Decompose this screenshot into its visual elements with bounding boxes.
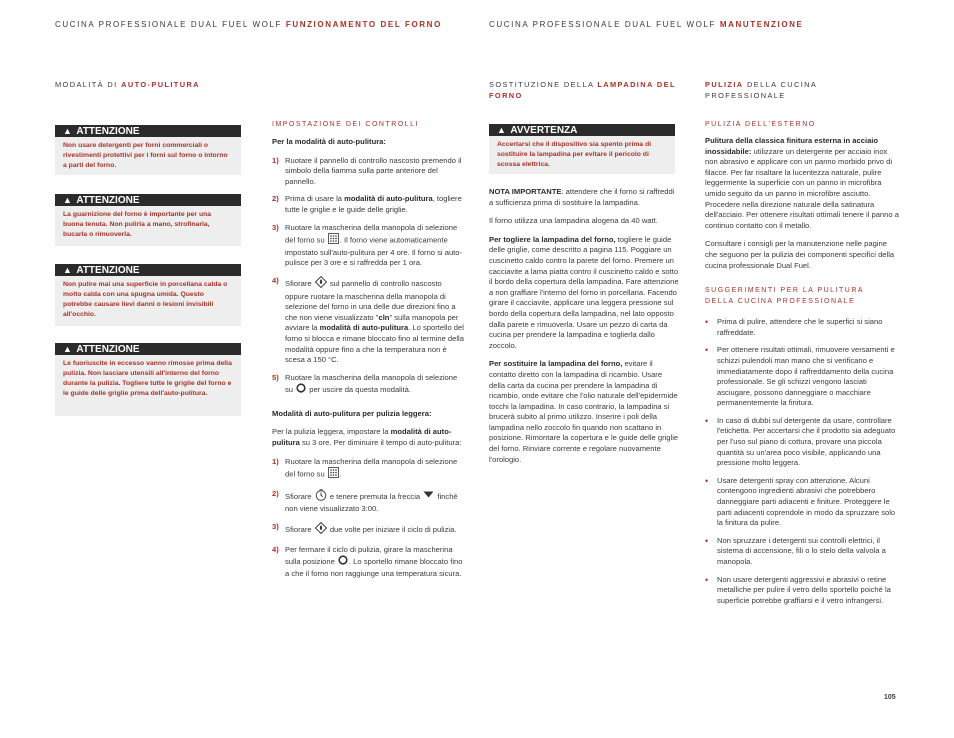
bulb-heading: SOSTITUZIONE DELLA LAMPADINA DEL FORNO bbox=[489, 80, 676, 100]
down-arrow-icon bbox=[423, 491, 434, 502]
controls-subheading: IMPOSTAZIONE DEI CONTROLLI bbox=[272, 121, 419, 128]
off-circle-icon bbox=[296, 383, 306, 397]
light-step-1: 1) Ruotare la mascherina della manopola di selezione del forno su . bbox=[272, 457, 464, 482]
header-left: CUCINA PROFESSIONALE DUAL FUEL WOLF FUNZIONAMENTO DEL FORNO bbox=[55, 20, 442, 29]
warning-box-4: ▲ ATTENZIONE Le fuoriuscite in eccesso vanno rimosse prima della pulizia. Non lasciare utensili all'interno del forno durante la pulizia. Togliere tutte le griglie del forno e le guide delle griglie prima dell'auto-pulitura. bbox=[55, 343, 241, 416]
timer-icon bbox=[315, 489, 327, 505]
step-5: 5) Ruotare la mascherina della manopola di selezione su per uscire da questa modalità. bbox=[272, 373, 464, 397]
warning-triangle-icon: ▲ bbox=[63, 344, 72, 354]
off-circle-icon bbox=[338, 555, 348, 569]
list-item: • Per ottenere risultati ottimali, rimuovere versamenti e schizzi pulendoli man mano che si verificano e immediatamente dopo il raffreddamento della cucina professionale. Se gli schizzi vengono lasciati asciugare, possono danneggiare o macchiare permanentemente la finitura. bbox=[705, 345, 895, 408]
page-number: 105 bbox=[884, 694, 896, 701]
warning-box-2: ▲ ATTENZIONE La guarnizione del forno è importante per una buona tenuta. Non pulirla a mano, strofinarla, bucarla o rimuoverla. bbox=[55, 194, 241, 246]
warning-triangle-icon: ▲ bbox=[63, 265, 72, 275]
light-step-2: 2) Sfiorare e tenere premuta la freccia finché non viene visualizzato 3:00. bbox=[272, 488, 458, 514]
list-item: • Non usare detergenti aggressivi e abrasivi o retine metalliche per pulire il vetro dello sportello poiché la superficie potrebbe graffiarsi e il vetro infrangersi. bbox=[705, 574, 891, 605]
list-item: • Prima di pulire, attendere che le superfici si siano raffreddate. bbox=[705, 317, 883, 337]
step-4: 4) Sfiorare sul pannello di controllo nascosto oppure ruotare la mascherina della manopola di selezione del forno in una delle due direzioni fino a che non viene visualizzato "cln" sulla manopola per avviare la modalità di auto-pulitura. Lo sportello del forno si blocca e rimane bloccato fino al termine della modalità oppure fino a che la temperatura non è scesa a 150 °C. bbox=[272, 275, 464, 365]
self-clean-heading: MODALITÀ DI AUTO-PULITURA bbox=[55, 80, 200, 89]
step-3: 3) Ruotare la mascherina della manopola di selezione del forno su . Il forno viene automaticamente impostato sull'auto-pulitura per 4 ore. Il forno si auto-pulisce per 3 ore e si raffredda per 1 ora. bbox=[272, 222, 463, 268]
step-2: 2) Prima di usare la modalità di auto-pulitura, togliere tutte le griglie e le guide delle griglie. bbox=[272, 194, 462, 214]
list-item: • In caso di dubbi sul detergente da usare, controllare l'etichetta. Per accertarsi che il prodotto sia adeguato per l'uso sul piano di cottura, provare una piccola quantità su un'area poco visibile, applicando una pressione molto leggera. bbox=[705, 415, 896, 468]
cleaning-column: Pulitura della classica finitura esterna in acciaio inossidabile: utilizzare un detergente per acciaio inox non abrasivo e applicare con un panno morbido privo di filacce. Per far risaltare la lucentezza naturale, pulire leggermente la superficie con un panno in microfibra umido seguito da un panno in microfibre asciutto. Procedere nella direzione naturale della satinatura dell'acciaio. Per ottenere risultati ottimali tenere il panno a continuo contatto con il metallo. Consultare i consigli per la manutenzione nelle pagine che seguono per la pulizia dei componenti specifici della cucina professionale Dual Fuel. SUGGERIMENTI PER LA PULITURA DELLA CUCINA PROFESSIONALE • Prima di pulire, attendere che le superfici si siano raffreddate. • Per ottenere risultati ottimali, rimuovere versamenti e schizzi pulendoli man mano che si verificano e immediatamente dopo il raffreddamento della cucina professionale. Se gli schizzi vengono lasciati asciugare, possono danneggiare o macchiare permanentemente la finitura. • In caso di dubbi sul detergente da usare, controllare l'etichetta. Per accertarsi che il prodotto sia adeguato per l'uso sul piano di cottura, provare una piccola quantità su un'area poco visibile, applicando una pressione molto leggera. • Usare detergenti spray con attenzione. Alcuni contengono ingredienti abrasivi che potrebbero danneggiare parti adiacenti e finiture. Proteggere le parti adiacenti coprendole in modo da spruzzare solo la finitura da pulire. • Non spruzzare i detergenti sui controlli elettrici, il sistema di accensione, fili o lo stelo della valvola a manopola. • Non usare detergenti aggressivi e abrasivi o retine metalliche per pulire il vetro dello sportello poiché la superficie potrebbe graffiarsi e il vetro infrangersi. bbox=[705, 136, 901, 613]
warning-box-3: ▲ ATTENZIONE Non pulire mai una superficie in porcellana calda o molto calda con una spugna umida. Questo potrebbe causare lievi danni o lesioni invisibili all'occhio. bbox=[55, 264, 241, 326]
controls-column: Per la modalità di auto-pulitura: 1) Ruotare il pannello di controllo nascosto premendo il simbolo della fiamma sulla parte anteriore del pannello. 2) Prima di usare la modalità di auto-pulitura, togliere tutte le griglie e le guide delle griglie. 3) Ruotare la mascherina della manopola di selezione del forno su . Il forno viene automaticamente impostato sull'auto-pulitura per 4 ore. Il forno si auto-pulisce per 3 ore e si raffredda per 1 ora. 4) Sfiorare sul pannello di controllo nascosto oppure ruotare la mascherina della manopola di selezione del forno in una delle due direzioni fino a che non viene visualizzato "cln" sulla manopola per avviare la modalità di auto-pulitura. Lo sportello del forno si blocca e rimane bloccato fino al termine della modalità oppure fino a che la temperatura non è scesa a 150 °C. 5) Ruotare la mascherina della manopola di selezione su per uscire da questa modalità. Modalità di auto-pulitura per pulizia leggera: Per la pulizia leggera, impostare la modalità di auto-pulitura su 3 ore. Per diminuire il tempo di auto-pulitura: 1) Ruotare la mascherina della manopola di selezione del forno su . 2) Sfiorare e tenere premuta la freccia finché non viene visualizzato 3:00. 3) Sfiorare due volte per iniziare il ciclo di pulizia. 4) Per fermare il ciclo di pulizia, girare la mascherina sulla posizione . Lo sportello rimane bloccato fino a che il forno non raggiunge una temperatura sicura. bbox=[272, 137, 464, 578]
self-clean-grid-icon bbox=[328, 467, 339, 482]
tips-subheading: SUGGERIMENTI PER LA PULITURA DELLA CUCINA PROFESSIONALE bbox=[705, 287, 865, 306]
light-step-4: 4) Per fermare il ciclo di pulizia, girare la mascherina sulla posizione . Lo sportello rimane bloccato fino a che il forno non raggiunge una temperatura sicura. bbox=[272, 544, 463, 578]
warning-triangle-icon: ▲ bbox=[63, 195, 72, 205]
header-right: CUCINA PROFESSIONALE DUAL FUEL WOLF MANUTENZIONE bbox=[489, 20, 804, 29]
warning-box-bulb: ▲ AVVERTENZA Accertarsi che il dispositivo sia spento prima di sostituire la lampadina per evitare il pericolo di scossa elettrica. bbox=[489, 124, 675, 174]
flame-diamond-icon bbox=[315, 276, 327, 292]
step-1: 1) Ruotare il pannello di controllo nascosto premendo il simbolo della fiamma sulla parte anteriore del pannello. bbox=[272, 155, 462, 186]
list-item: • Usare detergenti spray con attenzione. Alcuni contengono ingredienti abrasivi che potrebbero danneggiare parti adiacenti e finiture. Proteggere le parti adiacenti coprendole in modo da spruzzare solo la finitura da pulire. bbox=[705, 475, 896, 528]
flame-diamond-icon bbox=[315, 522, 327, 538]
cleaning-heading: PULIZIA DELLA CUCINA PROFESSIONALE bbox=[705, 80, 817, 100]
self-clean-grid-icon bbox=[328, 233, 339, 248]
warning-triangle-icon: ▲ bbox=[497, 125, 506, 135]
list-item: • Non spruzzare i detergenti sui controlli elettrici, il sistema di accensione, fili o lo stelo della valvola a manopola. bbox=[705, 535, 886, 566]
warning-triangle-icon: ▲ bbox=[63, 126, 72, 136]
warning-box-1: ▲ ATTENZIONE Non usare detergenti per forni commerciali o rivestimenti protettivi per i forni sul forno o intorno a parti del forno. bbox=[55, 125, 241, 175]
light-step-3: 3) Sfiorare due volte per iniziare il ciclo di pulizia. bbox=[272, 522, 464, 538]
exterior-subheading: PULIZIA DELL'ESTERNO bbox=[705, 121, 816, 128]
bulb-column: NOTA IMPORTANTE: attendere che il forno si raffreddi a sufficienza prima di sostituire la lampadina. Il forno utilizza una lampadina alogena da 40 watt. Per togliere la lampadina del forno, togliere le guide delle griglie, come descritto a pagina 115. Poggiare un cuscinetto caldo contro la parete del forno. Premere un cacciavite a lama piatta contro il cuscinetto caldo e sotto il bordo della copertura della lampadina. Fare attenzione a non graffiare l'interno del forno in porcellana. Facendo girare il cacciavite, applicare una leggera pressione sul bordo della copertura della lampadina, nel lato opposto dalla parete e rimuoverla. Usare un pezzo di carta da cucina per prendere la lampadina e toglierla dallo zoccolo. Per sostituire la lampadina del forno, evitare il contatto diretto con la lampadina di ricambio. Usare della carta da cucina per prendere la lampadina di ricambio, onde evitare che l'olio naturale dell'epidermide tocchi la lampadina. In caso contrario, la lampadina si brucerà subito al primo utilizzo. Inserire i poli della lampadina nello zoccolo fin quando non scattano in posizione. Rimontare la copertura e le guide delle griglie del forno. Rinviare corrente e regolare nuovamente l'orologio. bbox=[489, 187, 679, 464]
